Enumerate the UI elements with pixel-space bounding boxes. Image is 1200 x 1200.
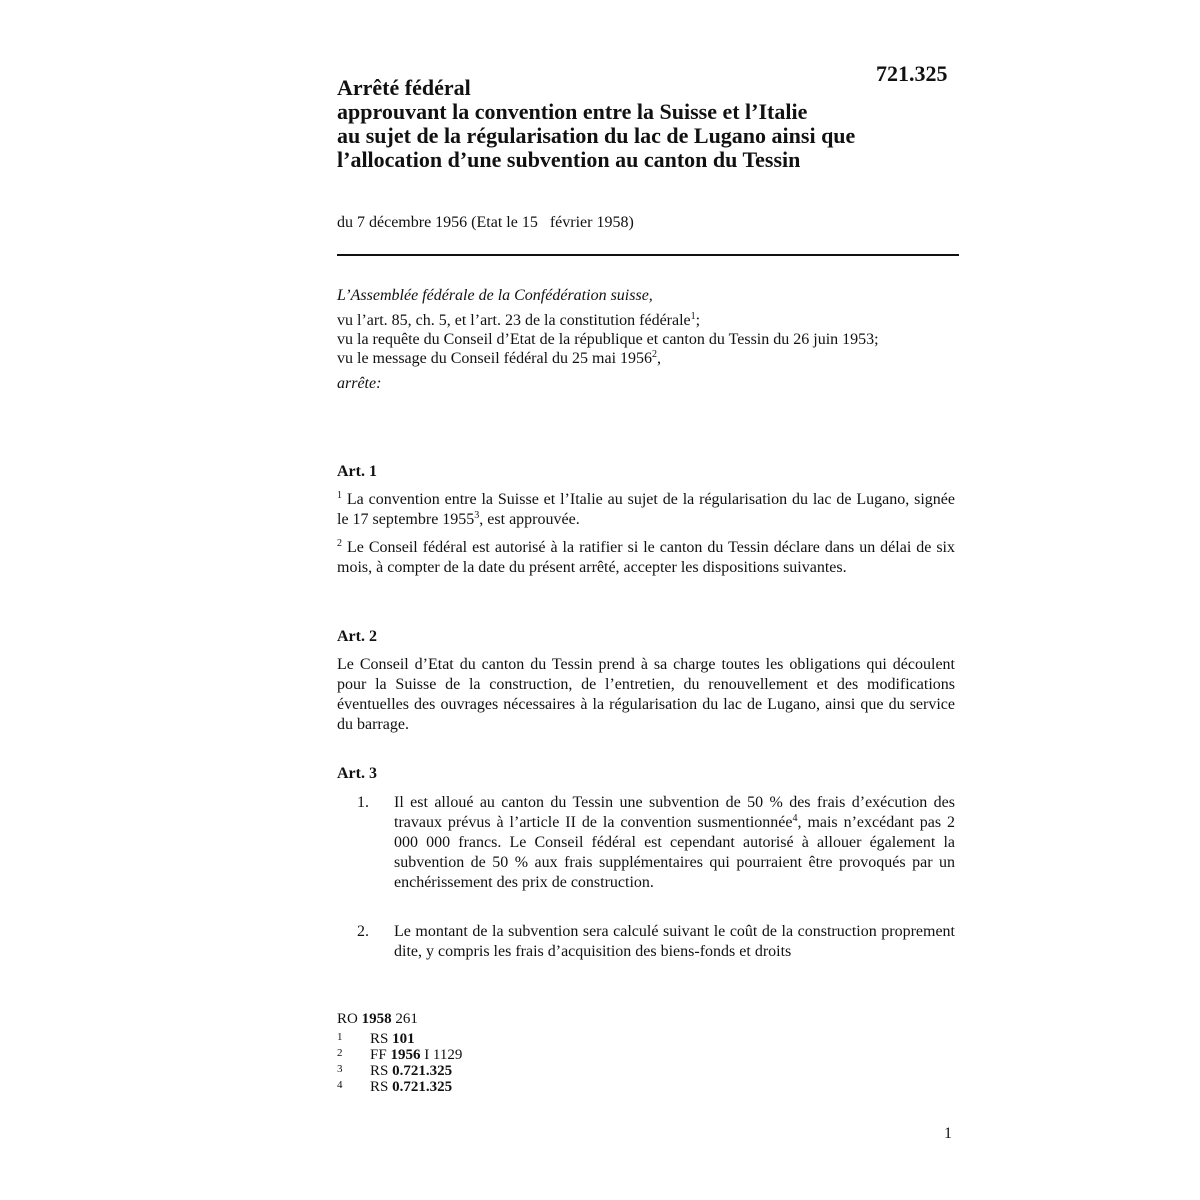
footnote-prefix: FF [370,1047,391,1063]
footnote-ref[interactable]: 4 [792,813,798,824]
footnote-ref[interactable]: 2 [652,349,658,360]
article-3-item-2 [357,922,955,962]
article-1-paragraph-2 [337,538,955,578]
title-line: l’allocation d’une subvention au canton du Tessin [337,147,801,172]
list-text-b: , mais n’excédant pas 2 000 000 francs. Le Conseil fédéral est cependant autorisé à allouer également la subvention de 50 % aux frais supplémentaires qui pourraient être provoqués par un enchérissement des prix de construction. [394,814,955,891]
preamble-line: vu la requête du Conseil d’Etat de la république et canton du Tessin du 26 juin 1953; [337,331,879,348]
list-text: Le montant de la subvention sera calculé suivant le coût de la construction proprement dite, y compris les frais d’acquisition des biens-fonds et droits [394,923,955,960]
article-2-heading: Art. 2 [337,628,377,645]
paragraph-number: 2 [337,538,342,549]
ro-page: 261 [391,1011,418,1027]
footnotes [337,1011,463,1095]
footnote-number: 4 [337,1079,343,1091]
preamble-authority: L’Assemblée fédérale de la Confédération suisse, [337,287,653,304]
footnote-bold: 0.721.325 [392,1063,453,1079]
list-number: 1. [357,794,369,811]
sr-number: 721.325 [876,61,948,86]
footnote-bold: 1956 [390,1047,421,1063]
paragraph-text: , est approuvée. [479,511,580,528]
ro-prefix: RO [337,1011,362,1027]
article-2-text: Le Conseil d’Etat du canton du Tessin prend à sa charge toutes les obligations qui découlent pour la Suisse de la construction, de l’entretien, du renouvellement et des modifications éventuelles des ouvrages nécessaires à la régularisation du lac de Lugano, ainsi que du service du barrage. [337,656,955,733]
footnote-prefix: RS [370,1031,393,1047]
article-3-item-1 [357,793,955,893]
list-text [394,793,955,893]
list-number: 2. [357,923,369,940]
preamble-line [337,349,959,368]
date-line: du 7 décembre 1956 (Etat le 15 février 1958) [337,214,634,231]
preamble-line [337,311,959,330]
title-line: approuvant la convention entre la Suisse et l’Italie [337,99,808,124]
footnote-text[interactable] [370,1079,452,1095]
paragraph-text: Le Conseil fédéral est autorisé à la ratifier si le canton du Tessin déclare dans un délai de six mois, à compter de la date du présent arrêté, accepter les dispositions suivantes. [337,539,955,576]
footnote [337,1047,463,1063]
preamble [337,286,959,393]
footnote-number: 2 [337,1047,343,1059]
footnote-ref[interactable]: 1 [690,311,696,322]
preamble-line1-end: ; [695,312,701,329]
header-divider [337,254,959,256]
footnote-number: 1 [337,1031,343,1043]
footnote-number: 3 [337,1063,343,1075]
ro-reference [337,1011,418,1027]
article-3-heading: Art. 3 [337,765,377,782]
ro-year: 1958 [361,1011,392,1027]
footnote-bold: 101 [392,1031,415,1047]
title-line: au sujet de la régularisation du lac de Lugano ainsi que [337,123,856,148]
page-number: 1 [944,1125,952,1142]
footnote-text[interactable] [370,1047,462,1063]
article-1-heading: Art. 1 [337,463,377,480]
preamble-line3-text: vu le message du Conseil fédéral du 25 mai 1956 [337,350,653,367]
footnote-bold: 0.721.325 [392,1079,453,1095]
footnote-ref[interactable]: 3 [474,510,480,521]
footnote [337,1063,453,1079]
title-line: Arrêté fédéral [337,75,471,100]
footnote-text[interactable] [370,1063,452,1079]
document-title [337,76,937,172]
paragraph-text: La convention entre la Suisse et l’Italie au sujet de la régularisation du lac de Lugano, signée le 17 septembre 1955 [337,491,955,528]
footnote-prefix: RS [370,1063,393,1079]
footnote-rest: I 1129 [420,1047,463,1063]
preamble-line3-end: , [657,350,662,367]
preamble-line1-text: vu l’art. 85, ch. 5, et l’art. 23 de la constitution fédérale [337,312,691,329]
preamble-decree: arrête: [337,375,382,392]
footnote-text[interactable] [370,1031,415,1047]
list-text-a: Il est alloué au canton du Tessin une subvention de 50 % des frais d’exécution des travaux prévus à l’article II de la convention susmentionnée [394,794,955,831]
footnote-prefix: RS [370,1079,393,1095]
article-1-paragraph-1 [337,490,955,530]
paragraph-number: 1 [337,490,342,501]
footnote [337,1079,453,1095]
footnote [337,1031,418,1047]
